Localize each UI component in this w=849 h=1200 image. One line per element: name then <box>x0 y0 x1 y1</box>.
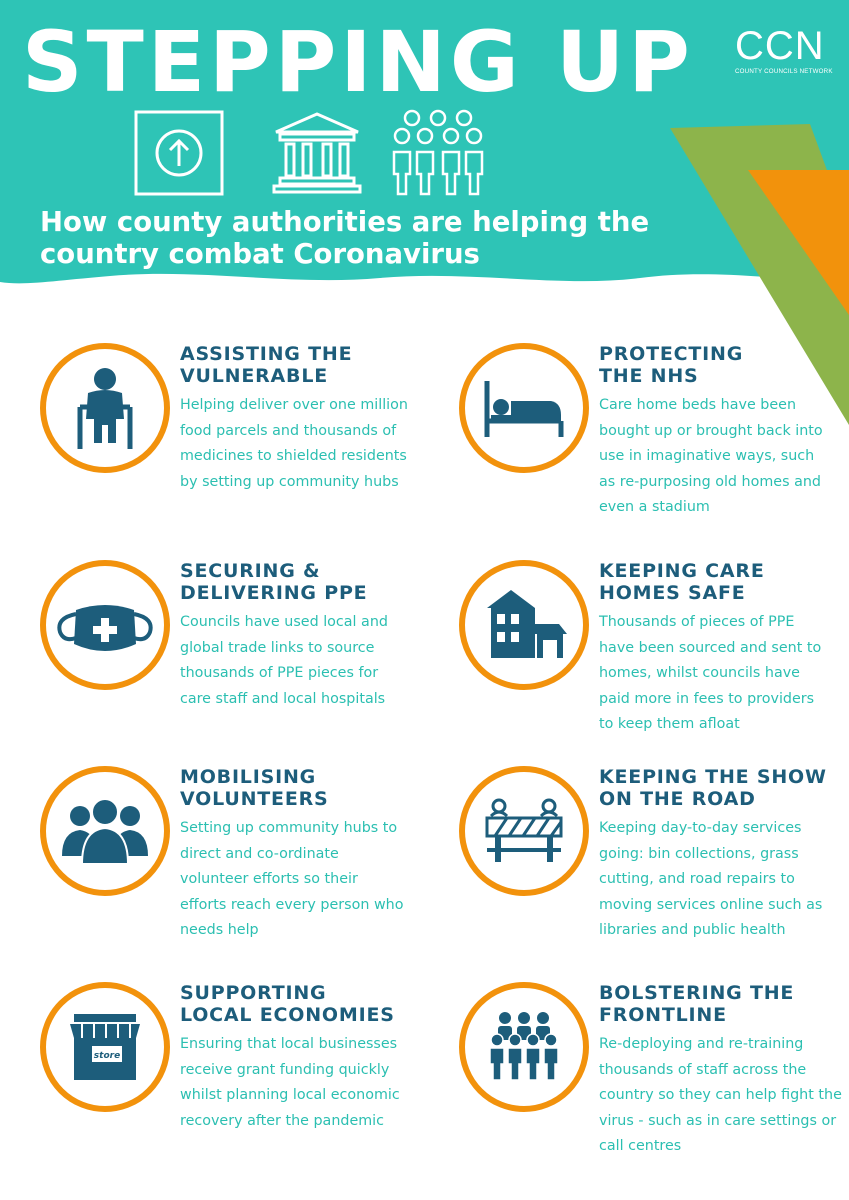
elderly-person-walker-icon <box>46 349 164 467</box>
item-protecting-nhs <box>459 343 849 533</box>
item-icon-circle <box>40 982 170 1112</box>
item-description: Ensuring that local businesses receive grant funding quickly whilst planning local economic recovery after the pandemic <box>180 1036 400 1129</box>
item-assisting-vulnerable <box>40 343 460 533</box>
item-title: ASSISTING THE VULNERABLE <box>180 343 353 387</box>
item-icon-circle <box>40 766 170 896</box>
item-description: Care home beds have been bought up or brought back into use in imaginative ways, such as re-purposing old homes and even a stadium <box>599 397 823 516</box>
store-label: store <box>93 1051 121 1061</box>
item-icon-circle <box>459 560 589 690</box>
item-title: KEEPING THE SHOW ON THE ROAD <box>599 766 827 810</box>
item-icon-circle <box>459 766 589 896</box>
item-description: Keeping day-to-day services going: bin collections, grass cutting, and road repairs to moving services online such as libraries and public health <box>599 820 823 939</box>
crowd-icon <box>392 108 484 198</box>
logo-mark: CCN <box>735 24 825 68</box>
staff-team-icon <box>465 988 583 1106</box>
item-bolstering-frontline <box>459 982 849 1172</box>
ccn-logo <box>735 26 835 75</box>
page-title: STEPPING UP <box>22 13 694 111</box>
item-description: Setting up community hubs to direct and co-ordinate volunteer efforts so their efforts reach every person who needs help <box>180 820 404 939</box>
item-description: Helping deliver over one million food parcels and thousands of medicines to shielded residents by setting up community hubs <box>180 397 408 490</box>
government-building-icon <box>272 110 362 194</box>
item-keeping-care-homes-safe <box>459 560 849 750</box>
item-supporting-local-economies <box>40 982 460 1172</box>
store-front-icon <box>46 988 164 1106</box>
item-title: KEEPING CARE HOMES SAFE <box>599 560 765 604</box>
item-description: Re-deploying and re-training thousands of staff across the country so they can help fight the virus - such as in care settings or call centres <box>599 1036 842 1155</box>
item-icon-circle <box>459 982 589 1112</box>
volunteers-group-icon <box>46 772 164 890</box>
logo-subtitle: COUNTY COUNCILS NETWORK <box>735 68 833 75</box>
item-icon-circle <box>459 343 589 473</box>
item-keeping-show-on-road <box>459 766 849 956</box>
item-title: SECURING & DELIVERING PPE <box>180 560 368 604</box>
item-description: Thousands of pieces of PPE have been sourced and sent to homes, whilst councils have paid more in fees to providers to keep them afloat <box>599 614 822 733</box>
item-title: SUPPORTING LOCAL ECONOMIES <box>180 982 395 1026</box>
road-barrier-icon <box>465 772 583 890</box>
item-title: PROTECTING THE NHS <box>599 343 744 387</box>
page-subtitle: How county authorities are helping the country combat Coronavirus <box>40 206 650 270</box>
item-securing-ppe <box>40 560 460 750</box>
item-icon-circle <box>40 560 170 690</box>
item-mobilising-volunteers <box>40 766 460 956</box>
item-description: Councils have used local and global trade links to source thousands of PPE pieces for care staff and local hospitals <box>180 614 388 707</box>
arrow-up-box-icon <box>134 110 224 196</box>
item-title: MOBILISING VOLUNTEERS <box>180 766 329 810</box>
item-title: BOLSTERING THE FRONTLINE <box>599 982 795 1026</box>
hospital-bed-icon <box>465 349 583 467</box>
care-home-icon <box>465 566 583 684</box>
face-mask-icon <box>46 566 164 684</box>
item-icon-circle <box>40 343 170 473</box>
